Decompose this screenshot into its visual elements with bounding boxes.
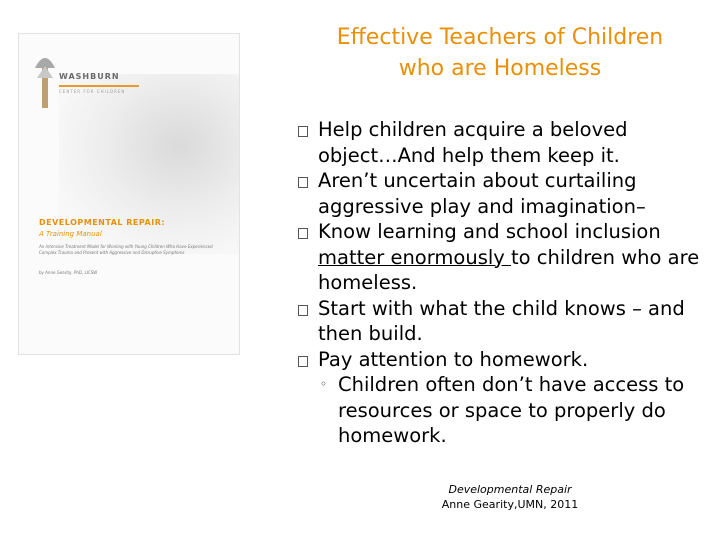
bullet-box-icon — [298, 305, 308, 316]
sub-bullet-circle-icon: ◦ — [320, 377, 328, 391]
cover-subtitle: A Training Manual — [39, 230, 102, 238]
bullet-underlined-text: matter enormously — [318, 245, 512, 269]
bullet-text: Aren’t uncertain about curtailing aggressive play and imagination– — [318, 169, 646, 218]
list-item — [298, 347, 708, 373]
bullet-box-icon — [298, 177, 308, 188]
list-item — [298, 168, 708, 219]
cover-brand-sub: CENTER FOR CHILDREN — [59, 89, 126, 94]
cover-brand: WASHBURN — [59, 72, 120, 81]
book-cover-image — [18, 33, 240, 355]
bullet-text: Help children acquire a beloved object…And help them keep it. — [318, 118, 628, 167]
brand-underline — [59, 85, 139, 87]
slide-title-line-2: who are Homeless — [398, 56, 602, 81]
list-item — [298, 219, 708, 296]
slide-footer — [420, 482, 600, 512]
list-item — [298, 296, 708, 347]
bullet-box-icon — [298, 228, 308, 239]
washburn-logo — [33, 48, 143, 128]
footer-line-2: Anne Gearity,UMN, 2011 — [441, 498, 579, 511]
bullet-box-icon — [298, 126, 308, 137]
bullet-box-icon — [298, 356, 308, 367]
cover-author: by Anne Gearity, PhD, LICSW — [39, 270, 98, 275]
tree-icon — [33, 48, 57, 108]
bullet-text-end: to children who are homeless. — [318, 245, 700, 294]
slide-title-line-1: Effective Teachers of Children — [336, 25, 664, 50]
bullet-text: Start with what the child knows – and then build. — [318, 296, 685, 345]
sub-list-item — [298, 372, 708, 449]
list-item — [298, 117, 708, 168]
cover-title: DEVELOPMENTAL REPAIR: — [39, 218, 166, 227]
bullet-text: Know learning and school inclusion — [318, 220, 661, 243]
slide-title — [300, 22, 700, 84]
bullet-list — [298, 117, 708, 449]
cover-description: An Intensive Treatment Model for Working with Young Children Who Have Experienced Complex Trauma and Present with Aggressive and Disruptive Symptoms — [39, 244, 213, 255]
footer-line-1: Developmental Repair — [448, 483, 572, 496]
bullet-text: Pay attention to homework. — [318, 347, 589, 371]
sub-bullet-text: Children often don’t have access to resources or space to properly do homework. — [338, 373, 685, 447]
